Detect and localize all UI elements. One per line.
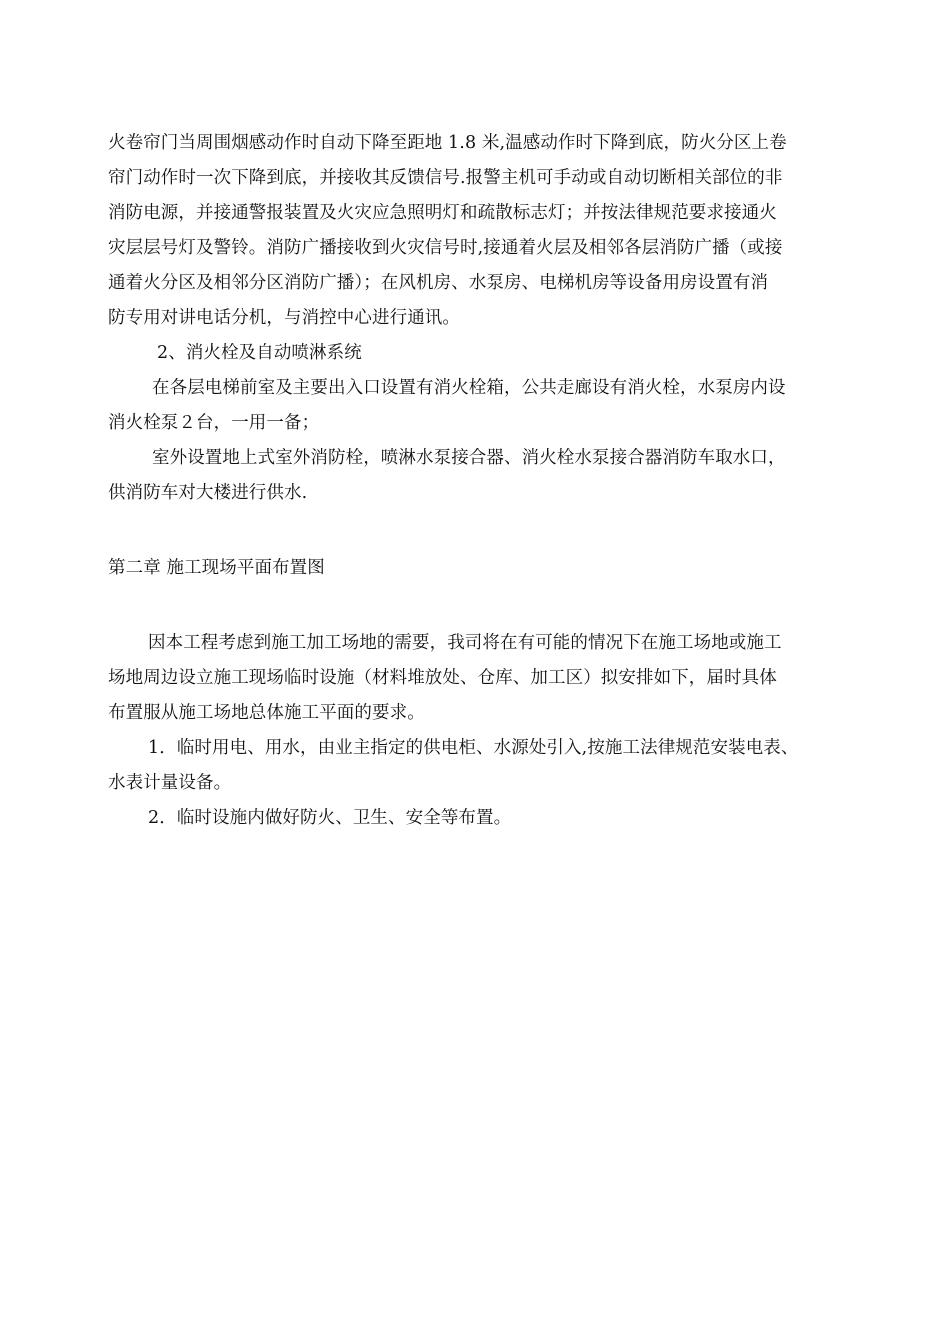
paragraph-line: 帘门动作时一次下降到底，并接收其反馈信号.报警主机可手动或自动切断相关部位的非 [108,168,783,188]
paragraph-line: 场地周边设立施工现场临时设施（材料堆放处、仓库、加工区）拟安排如下，届时具体 [108,668,777,688]
list-item-continuation: 水表计量设备。 [108,773,232,793]
list-item: 2．临时设施内做好防火、卫生、安全等布置。 [148,808,512,828]
paragraph-line: 通着火分区及相邻分区消防广播）；在风机房、水泵房、电梯机房等设备用房设置有消 [108,273,769,293]
paragraph-line: 消防电源，并接通警报装置及火灾应急照明灯和疏散标志灯；并按法律规范要求接通火 [108,203,777,223]
list-item: 1．临时用电、用水，由业主指定的供电柜、水源处引入,按施工法律规范安装电表、 [148,738,799,758]
chapter-title: 第二章 施工现场平面布置图 [108,558,325,578]
paragraph-line: 在各层电梯前室及主要出入口设置有消火栓箱，公共走廊设有消火栓，水泵房内设 [152,378,786,398]
paragraph-line: 布置服从施工场地总体施工平面的要求。 [108,703,425,723]
paragraph-line: 灾层层号灯及警铃。消防广播接收到火灾信号时,接通着火层及相邻各层消防广播（或接 [108,238,783,258]
paragraph-line: 因本工程考虑到施工加工场地的需要，我司将在有可能的情况下在施工场地或施工 [148,633,782,653]
section-subheading: 2、消火栓及自动喷淋系统 [157,343,362,363]
paragraph-line: 消火栓泵２台，一用一备； [108,413,320,433]
paragraph-line: 防专用对讲电话分机，与消控中心进行通讯。 [108,308,460,328]
paragraph-line: 室外设置地上式室外消防栓，喷淋水泵接合器、消火栓水泵接合器消防车取水口， [152,448,786,468]
paragraph-line: 供消防车对大楼进行供水. [108,483,308,503]
paragraph-line: 火卷帘门当周围烟感动作时自动下降至距地 1.8 米,温感动作时下降到底，防火分区上卷 [108,133,787,153]
